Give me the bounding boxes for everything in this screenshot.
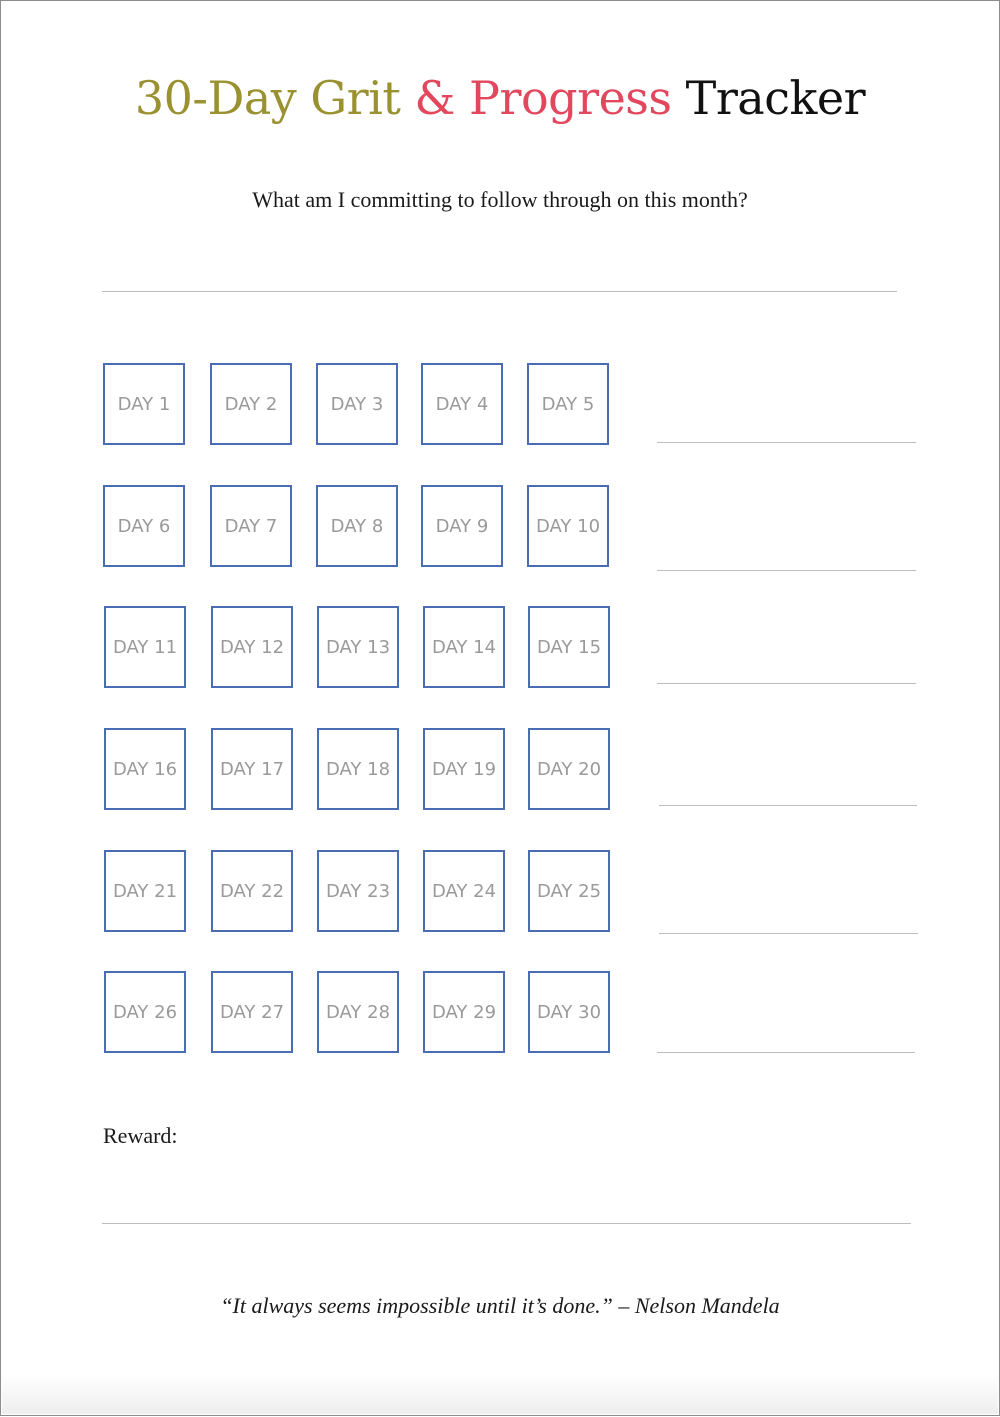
day-box-16[interactable]: DAY 16 xyxy=(104,728,186,810)
day-box-21[interactable]: DAY 21 xyxy=(104,850,186,932)
row-note-line-5[interactable] xyxy=(659,933,918,934)
day-box-1[interactable]: DAY 1 xyxy=(103,363,185,445)
row-note-line-3[interactable] xyxy=(657,683,916,684)
title-part-red: & Progress xyxy=(414,71,672,125)
reward-answer-line[interactable] xyxy=(102,1223,911,1224)
row-note-line-6[interactable] xyxy=(657,1052,915,1053)
day-box-7[interactable]: DAY 7 xyxy=(210,485,292,567)
day-box-17[interactable]: DAY 17 xyxy=(211,728,293,810)
day-box-13[interactable]: DAY 13 xyxy=(317,606,399,688)
day-box-2[interactable]: DAY 2 xyxy=(210,363,292,445)
day-box-15[interactable]: DAY 15 xyxy=(528,606,610,688)
reward-label: Reward: xyxy=(103,1123,178,1148)
day-grid xyxy=(1,1,1000,1417)
row-note-line-4[interactable] xyxy=(659,805,917,806)
day-box-19[interactable]: DAY 19 xyxy=(423,728,505,810)
title-part-olive: 30-Day Grit xyxy=(134,71,415,125)
day-box-26[interactable]: DAY 26 xyxy=(104,971,186,1053)
day-box-14[interactable]: DAY 14 xyxy=(423,606,505,688)
day-box-29[interactable]: DAY 29 xyxy=(423,971,505,1053)
title-part-black: Tracker xyxy=(671,71,866,125)
day-box-5[interactable]: DAY 5 xyxy=(527,363,609,445)
day-box-27[interactable]: DAY 27 xyxy=(211,971,293,1053)
row-note-line-2[interactable] xyxy=(657,570,916,571)
day-box-9[interactable]: DAY 9 xyxy=(421,485,503,567)
day-box-11[interactable]: DAY 11 xyxy=(104,606,186,688)
day-box-3[interactable]: DAY 3 xyxy=(316,363,398,445)
page-bottom-shadow xyxy=(2,1374,998,1414)
day-box-25[interactable]: DAY 25 xyxy=(528,850,610,932)
commitment-prompt: What am I committing to follow through on this month? xyxy=(252,187,748,212)
day-box-24[interactable]: DAY 24 xyxy=(423,850,505,932)
day-box-22[interactable]: DAY 22 xyxy=(211,850,293,932)
row-note-line-1[interactable] xyxy=(657,442,916,443)
day-box-20[interactable]: DAY 20 xyxy=(528,728,610,810)
day-box-18[interactable]: DAY 18 xyxy=(317,728,399,810)
closing-quote: “It always seems impossible until it’s done.” – Nelson Mandela xyxy=(220,1293,780,1318)
day-box-30[interactable]: DAY 30 xyxy=(528,971,610,1053)
day-box-28[interactable]: DAY 28 xyxy=(317,971,399,1053)
day-box-23[interactable]: DAY 23 xyxy=(317,850,399,932)
day-box-6[interactable]: DAY 6 xyxy=(103,485,185,567)
day-box-12[interactable]: DAY 12 xyxy=(211,606,293,688)
day-box-8[interactable]: DAY 8 xyxy=(316,485,398,567)
day-box-4[interactable]: DAY 4 xyxy=(421,363,503,445)
day-box-10[interactable]: DAY 10 xyxy=(527,485,609,567)
